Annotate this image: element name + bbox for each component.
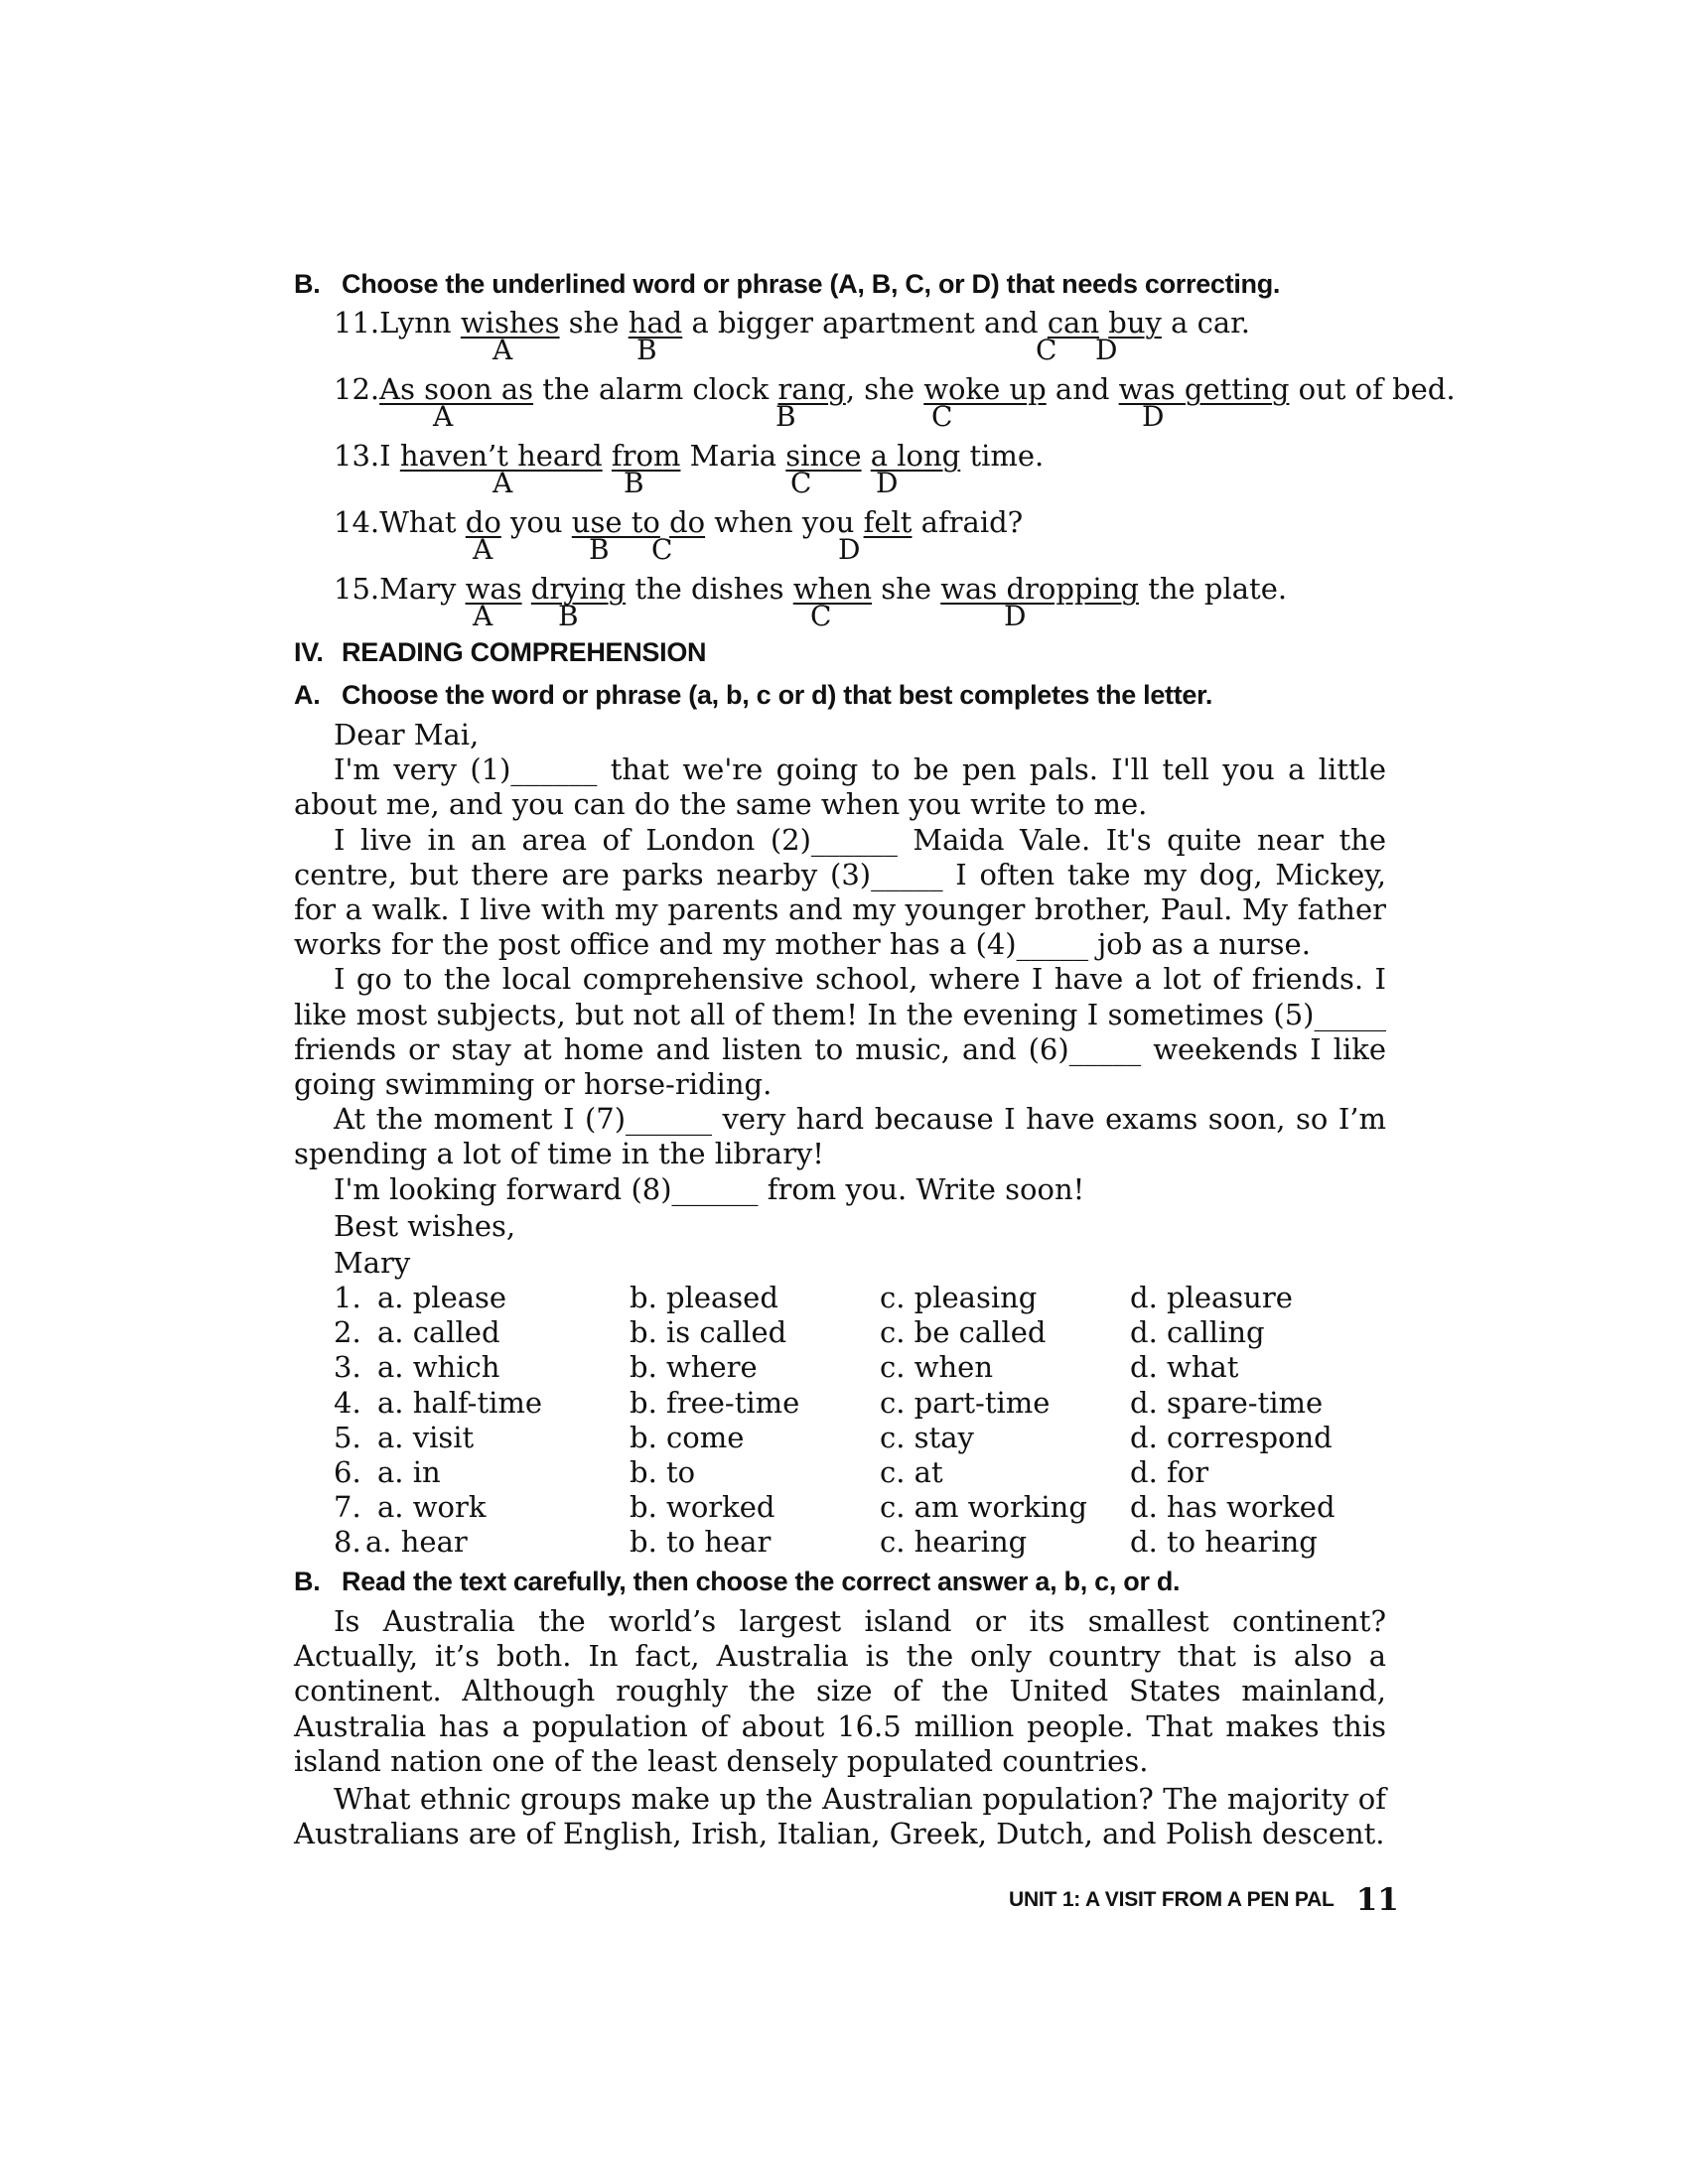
option-b-underline: use to bbox=[571, 505, 660, 539]
page-number: 11 bbox=[1355, 1882, 1399, 1918]
letter-d: D bbox=[1004, 600, 1027, 632]
letter-c: C bbox=[931, 400, 953, 433]
option-a-underline: wishes bbox=[460, 306, 560, 340]
option-row-6: 6. a. in b. to c. at d. for bbox=[334, 1454, 1209, 1489]
section-a-label: A. bbox=[294, 680, 321, 710]
option-d-underline: was getting bbox=[1118, 372, 1290, 406]
letter-text bbox=[294, 718, 1386, 1281]
letter-c: C bbox=[1036, 334, 1057, 366]
section-b-heading bbox=[294, 266, 1386, 302]
option-b-underline: drying bbox=[530, 572, 627, 606]
section-iv-heading bbox=[294, 634, 1386, 670]
option-b-underline: had bbox=[628, 306, 683, 340]
letter-paragraph-5: I'm looking forward (8)______ from you. Write soon! bbox=[334, 1171, 1085, 1206]
letter-d: D bbox=[1095, 334, 1118, 366]
question-13 bbox=[294, 437, 1386, 503]
option-d-underline: was dropping bbox=[940, 572, 1139, 606]
option-b-underline: from bbox=[611, 439, 681, 473]
option-c-underline: since bbox=[785, 439, 862, 473]
letter-b: B bbox=[589, 533, 610, 566]
option-row-4: 4. a. half-time b. free-time c. part-time d. spare-time bbox=[334, 1385, 1324, 1420]
option-row-3: 3. a. which b. where c. when d. what bbox=[334, 1350, 1239, 1385]
section-b2-instruction: Read the text carefully, then choose the correct answer a, b, c, or d. bbox=[342, 1567, 1181, 1596]
letter-closing: Best wishes, bbox=[334, 1208, 516, 1243]
question-stem: 15.Mary was drying the dishes when she was dropping the plate. bbox=[334, 572, 1288, 606]
letter-d: D bbox=[876, 467, 899, 499]
letter-b: B bbox=[775, 400, 796, 433]
option-row-7: 7. a. work b. worked c. am working d. has worked bbox=[334, 1489, 1336, 1524]
answer-options-table bbox=[294, 1281, 1386, 1560]
worksheet-page bbox=[294, 266, 1456, 1851]
option-a-underline: do bbox=[465, 505, 501, 539]
option-a-underline: As soon as bbox=[379, 372, 534, 406]
letter-c: C bbox=[810, 600, 832, 632]
question-14 bbox=[294, 503, 1386, 570]
option-a-underline: haven’t heard bbox=[399, 439, 603, 473]
letter-b: B bbox=[636, 334, 657, 366]
section-iv-title: READING COMPREHENSION bbox=[342, 637, 707, 667]
question-15 bbox=[294, 570, 1386, 636]
letter-paragraph-4: At the moment I (7)______ very hard because I have exams soon, so I’m spending a lot of time in the library! bbox=[294, 1102, 1386, 1171]
option-row-5: 5. a. visit b. come c. stay d. correspond bbox=[334, 1420, 1333, 1454]
page-footer bbox=[1009, 1882, 1399, 1922]
section-b2-label: B. bbox=[294, 1567, 321, 1596]
letter-greeting: Dear Mai, bbox=[334, 718, 480, 751]
option-a-underline: was bbox=[465, 572, 522, 606]
question-11 bbox=[294, 304, 1386, 370]
question-stem: 11.Lynn wishes she had a bigger apartment and can buy a car. bbox=[334, 306, 1251, 340]
section-iv-label: IV. bbox=[294, 637, 324, 667]
option-d-underline: a long bbox=[870, 439, 961, 473]
letter-d: D bbox=[1142, 400, 1165, 433]
option-b-underline: rang bbox=[777, 372, 846, 406]
reading-passage bbox=[294, 1604, 1386, 1851]
letter-a: A bbox=[492, 334, 513, 366]
question-stem: 14.What do you use to do when you felt afraid? bbox=[334, 505, 1024, 539]
passage-paragraph-1: Is Australia the world’s largest island or its smallest continent? Actually, it’s both. In fact, Australia is the only country that is also a continent. Although roughly the size of the United States mainland, Australia has a population of about 16.5 million people. That makes this island nation one of the least densely populated countries. bbox=[294, 1604, 1386, 1778]
option-c-underline: can bbox=[1047, 306, 1100, 340]
section-a-heading bbox=[294, 677, 1386, 713]
option-c-underline: do bbox=[669, 505, 706, 539]
option-row-2: 2. a. called b. is called c. be called d. calling bbox=[334, 1315, 1265, 1350]
letter-a: A bbox=[433, 400, 454, 433]
question-stem: 12.As soon as the alarm clock rang, she woke up and was getting out of bed. bbox=[334, 372, 1456, 406]
letter-paragraph-3: I go to the local comprehensive school, where I have a lot of friends. I like most subjects, but not all of them! In the evening I sometimes (5)_____ friends or stay at home and listen to music, and (6)_____ weekends I like going swimming or horse-riding. bbox=[294, 962, 1386, 1102]
letter-a: A bbox=[473, 533, 493, 566]
letter-a: A bbox=[492, 467, 513, 499]
letter-b: B bbox=[558, 600, 579, 632]
letter-paragraph-2: I live in an area of London (2)______ Maida Vale. It's quite near the centre, but there are parks nearby (3)_____ I often take my dog, Mickey, for a walk. I live with my parents and my younger brother, Paul. My father works for the post office and my mother has a (4)_____ job as a nurse. bbox=[294, 822, 1386, 962]
section-a-instruction: Choose the word or phrase (a, b, c or d) that best completes the letter. bbox=[342, 680, 1213, 710]
letter-a: A bbox=[473, 600, 493, 632]
letter-b: B bbox=[624, 467, 644, 499]
question-12 bbox=[294, 370, 1456, 437]
option-d-underline: buy bbox=[1108, 306, 1162, 340]
option-c-underline: woke up bbox=[923, 372, 1047, 406]
option-d-underline: felt bbox=[863, 505, 913, 539]
letter-d: D bbox=[838, 533, 861, 566]
question-stem: 13.I haven’t heard from Maria since a long time. bbox=[334, 439, 1045, 473]
footer-unit-title: UNIT 1: A VISIT FROM A PEN PAL bbox=[1009, 1888, 1335, 1911]
letter-c: C bbox=[651, 533, 673, 566]
option-row-1: 1. a. please b. pleased c. pleasing d. pleasure bbox=[334, 1281, 1293, 1315]
section-b-instruction: Choose the underlined word or phrase (A, B, C, or D) that needs correcting. bbox=[342, 269, 1281, 299]
letter-paragraph-1: I'm very (1)______ that we're going to be pen pals. I'll tell you a little about me, and you can do the same when you write to me. bbox=[294, 752, 1386, 822]
option-row-8: 8. a. hear b. to hear c. hearing d. to hearing bbox=[334, 1524, 1318, 1559]
option-c-underline: when bbox=[792, 572, 873, 606]
passage-paragraph-2: What ethnic groups make up the Australian population? The majority of Australians are of English, Irish, Italian, Greek, Dutch, and Polish descent. bbox=[294, 1782, 1386, 1851]
letter-signature: Mary bbox=[334, 1246, 411, 1281]
error-questions bbox=[294, 304, 1456, 636]
section-b2-heading bbox=[294, 1564, 1386, 1599]
letter-c: C bbox=[790, 467, 812, 499]
section-b-label: B. bbox=[294, 269, 321, 299]
